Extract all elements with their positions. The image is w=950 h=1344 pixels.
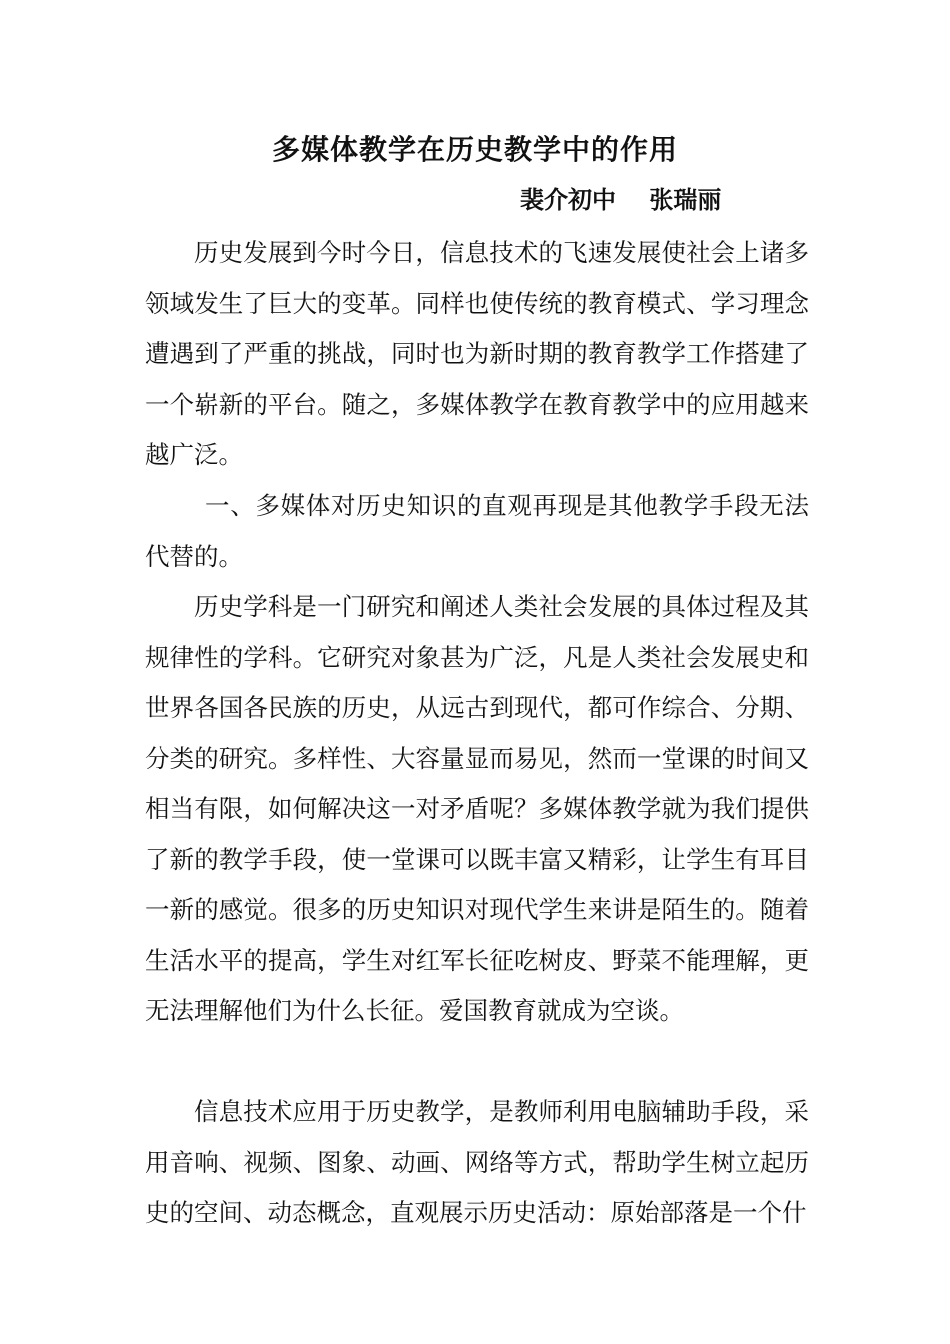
paragraph-info-tech: 信息技术应用于历史教学，是教师利用电脑辅助手段，采用音响、视频、图象、动画、网络等方式，帮助学生树立起历史的空间、动态概念，直观展示历史活动：原始部落是一个什 bbox=[145, 1097, 809, 1227]
author-byline: 裴介初中 张瑞丽 bbox=[520, 185, 722, 214]
paragraph-history-subject: 历史学科是一门研究和阐述人类社会发展的具体过程及其规律性的学科。它研究对象甚为广泛，凡是人类社会发展史和世界各国各民族的历史，从远古到现代，都可作综合、分期、分类的研究。多样性、大容量显而易见，然而一堂课的时间又相当有限，如何解决这一对矛盾呢？多媒体教学就为我们提供了新的教学手段，使一堂课可以既丰富又精彩，让学生有耳目一新的感觉。很多的历史知识对现代学生来讲是陌生的。随着生活水平的提高，学生对红军长征吃树皮、野菜不能理解，更无法理解他们为什么长征。爱国教育就成为空谈。 bbox=[145, 592, 809, 1025]
section-heading-1: 一、多媒体对历史知识的直观再现是其他教学手段无法代替的。 bbox=[145, 491, 809, 571]
document-title: 多媒体教学在历史教学中的作用 bbox=[271, 133, 678, 166]
paragraph-intro: 历史发展到今时今日，信息技术的飞速发展使社会上诸多领域发生了巨大的变革。同样也使传统的教育模式、学习理念遭遇到了严重的挑战，同时也为新时期的教育教学工作搭建了一个崭新的平台。随之，多媒体教学在教育教学中的应用越来越广泛。 bbox=[145, 238, 809, 469]
